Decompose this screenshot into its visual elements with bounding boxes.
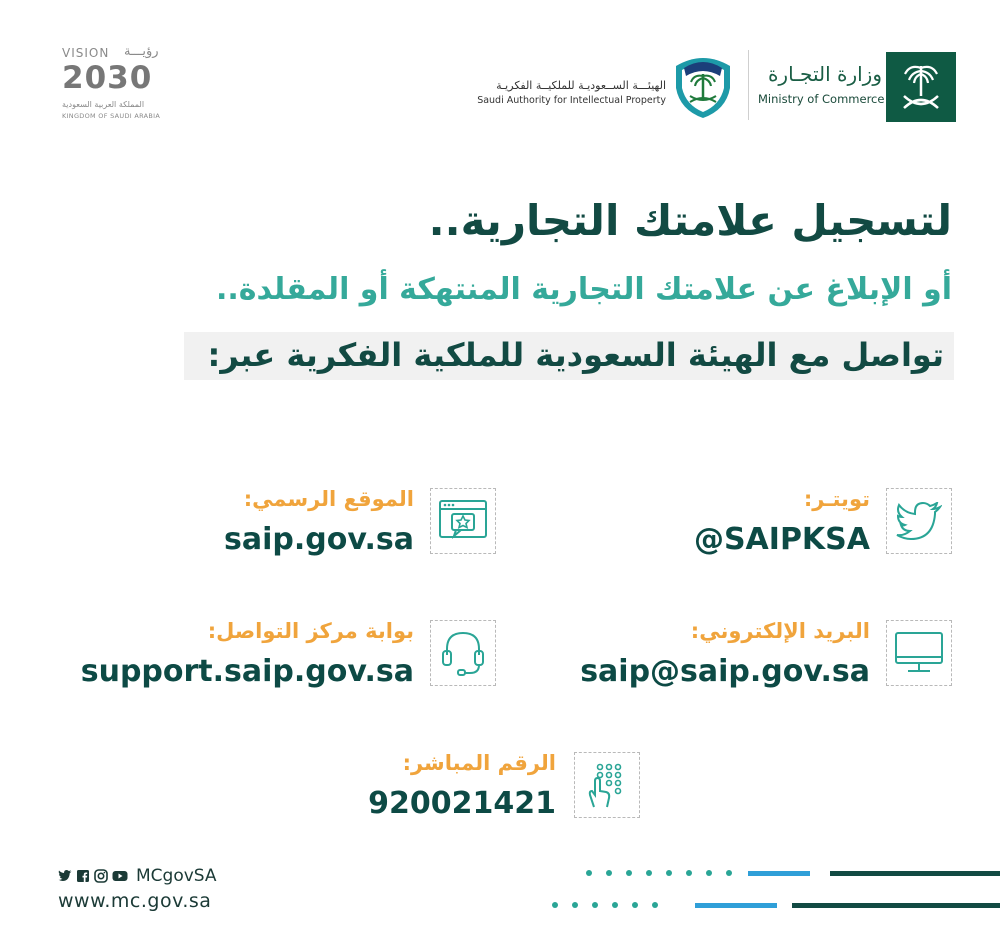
instagram-icon[interactable]	[94, 869, 108, 883]
vision-2030-logo	[58, 44, 170, 124]
saip-logo	[448, 52, 738, 122]
email-label: البريد الإلكتروني:	[690, 619, 870, 643]
website-icon-box	[430, 488, 496, 554]
decorative-dot	[552, 902, 558, 908]
decorative-dot	[686, 870, 692, 876]
ministry-of-commerce-logo	[754, 52, 958, 122]
twitter-bird-icon	[896, 502, 942, 540]
phone-icon-box	[574, 752, 640, 818]
keypad-touch-icon	[584, 761, 630, 809]
twitter-icon-box	[886, 488, 952, 554]
phone-number[interactable]: 920021421	[368, 786, 556, 821]
youtube-icon[interactable]	[112, 869, 128, 883]
blue-stripe	[748, 871, 810, 876]
twitter-handle[interactable]: @SAIPKSA	[693, 522, 870, 557]
vision-kingdom-arabic: المملكة العربية السعودية	[62, 100, 145, 109]
decorative-dot	[606, 870, 612, 876]
moc-name-arabic: وزارة التجـارة	[767, 62, 882, 86]
website-url[interactable]: saip.gov.sa	[224, 522, 414, 557]
decorative-dot	[612, 902, 618, 908]
monitor-icon	[894, 631, 944, 675]
blue-stripe	[695, 903, 777, 908]
email-icon-box	[886, 620, 952, 686]
vision-kingdom-english: KINGDOM OF SAUDI ARABIA	[62, 112, 161, 120]
moc-name-english: Ministry of Commerce	[758, 92, 885, 106]
decorative-dot	[646, 870, 652, 876]
footer-social	[58, 866, 217, 886]
palm-swords-emblem-icon	[886, 52, 956, 122]
decorative-dot	[632, 902, 638, 908]
social-handle[interactable]: MCgovSA	[136, 866, 217, 886]
logo-divider	[748, 50, 749, 120]
decorative-dot	[706, 870, 712, 876]
saip-name-english: Saudi Authority for Intellectual Property	[477, 95, 666, 106]
twitter-icon[interactable]	[58, 869, 72, 883]
support-portal-url[interactable]: support.saip.gov.sa	[80, 654, 414, 689]
decorative-dot	[726, 870, 732, 876]
support-icon-box	[430, 620, 496, 686]
email-address[interactable]: saip@saip.gov.sa	[580, 654, 870, 689]
decorative-dot	[572, 902, 578, 908]
decorative-dot	[586, 870, 592, 876]
facebook-icon[interactable]	[76, 869, 90, 883]
footer-website[interactable]: www.mc.gov.sa	[58, 890, 212, 912]
teal-stripe	[792, 903, 1000, 908]
vision-title-arabic: رؤيـــة	[124, 44, 159, 59]
saip-emblem-icon	[668, 52, 738, 122]
heading-contact-saip: تواصل مع الهيئة السعودية للملكية الفكرية عبر:	[184, 332, 954, 380]
headset-icon	[440, 629, 486, 677]
browser-window-star-icon	[438, 499, 488, 543]
heading-register-trademark: لتسجيل علامتك التجارية..	[428, 196, 952, 245]
twitter-label: تويتـر:	[803, 487, 870, 511]
decorative-dot	[592, 902, 598, 908]
teal-stripe	[830, 871, 1000, 876]
website-label: الموقع الرسمي:	[243, 487, 414, 511]
phone-label: الرقم المباشر:	[402, 751, 556, 775]
decorative-dot	[652, 902, 658, 908]
vision-title: VISION	[62, 46, 110, 60]
decorative-dot	[666, 870, 672, 876]
heading-report-infringement: أو الإبلاغ عن علامتك التجارية المنتهكة أو المقلدة..	[216, 272, 952, 307]
saip-name-arabic: الهيئـــة الســعوديـة للملكيــة الفكريـة	[496, 79, 666, 92]
decorative-dot	[626, 870, 632, 876]
support-label: بوابة مركز التواصل:	[207, 619, 414, 643]
vision-year: 2030	[62, 60, 153, 96]
